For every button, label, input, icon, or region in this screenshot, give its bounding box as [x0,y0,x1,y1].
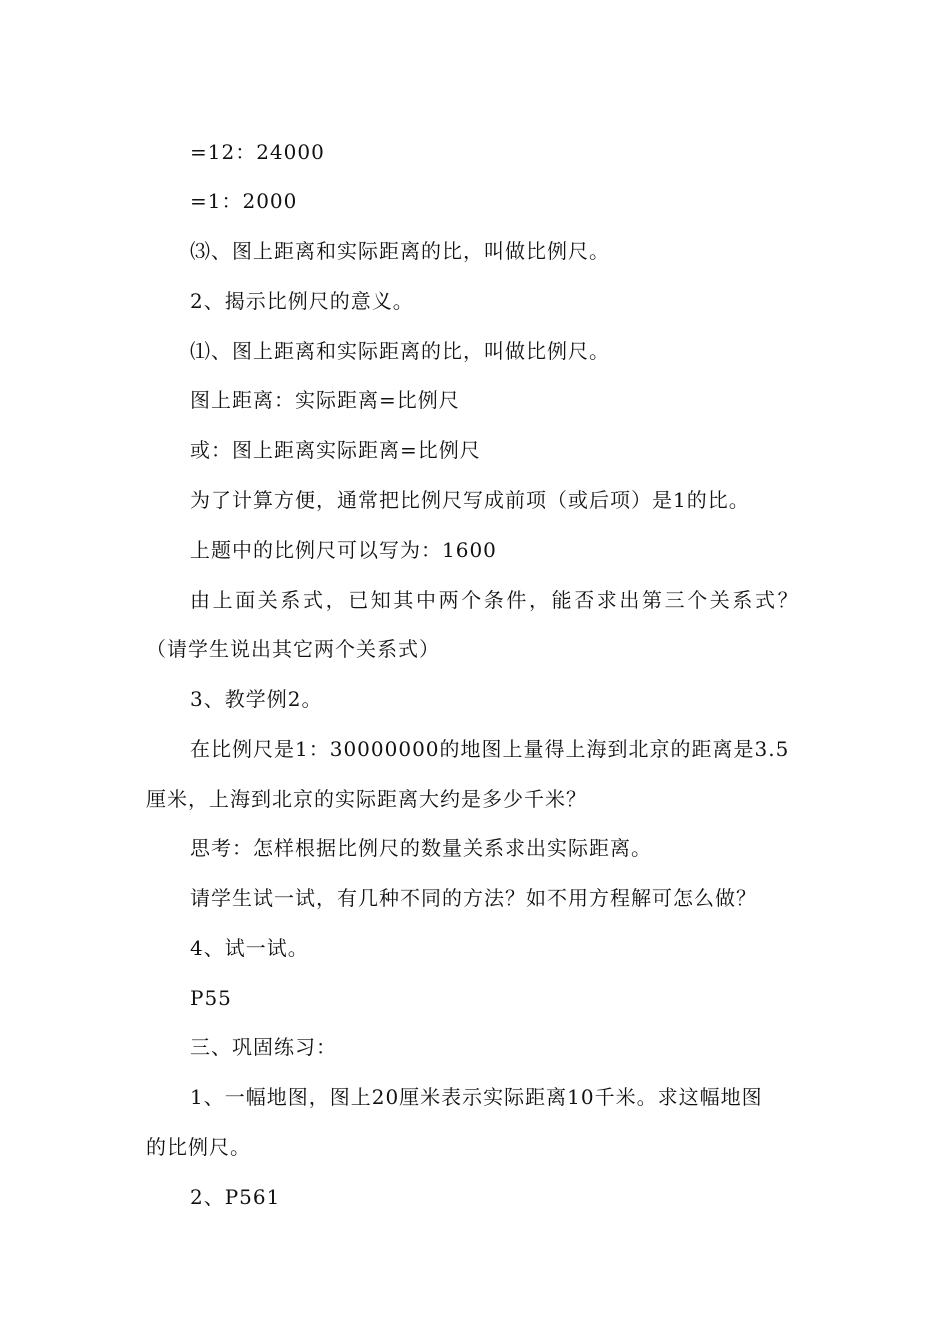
text-line-10: 由上面关系式，已知其中两个条件，能否求出第三个关系式？ [190,588,801,612]
text-line-7: 或：图上距离实际距离=比例尺 [190,438,481,462]
text-line-4: 2、揭示比例尺的意义。 [190,289,414,313]
text-line-12: 3、教学例2。 [190,687,323,711]
text-line-9: 上题中的比例尺可以写为：1600 [190,538,497,562]
text-line-20: 1、一幅地图，图上20厘米表示实际距离10千米。求这幅地图 [190,1085,763,1109]
text-line-18: P55 [190,986,232,1010]
text-line-6: 图上距离：实际距离=比例尺 [190,388,460,412]
text-line-15: 思考：怎样根据比例尺的数量关系求出实际距离。 [190,836,652,860]
text-line-5: ⑴、图上距离和实际距离的比，叫做比例尺。 [190,339,610,363]
text-line-16: 请学生试一试，有几种不同的方法？如不用方程解可怎么做？ [190,886,757,910]
text-line-22: 2、P561 [190,1185,281,1209]
text-line-3: ⑶、图上距离和实际距离的比，叫做比例尺。 [190,239,610,263]
text-line-2: =1：2000 [190,189,298,213]
text-line-17: 4、试一试。 [190,936,309,960]
text-line-19: 三、巩固练习： [190,1035,337,1059]
text-line-13: 在比例尺是1：30000000的地图上量得上海到北京的距离是3.5 [190,737,790,761]
text-line-1: =12：24000 [190,140,325,164]
text-line-14: 厘米，上海到北京的实际距离大约是多少千米？ [146,787,587,811]
text-line-21: 的比例尺。 [146,1135,251,1159]
text-line-11: （请学生说出其它两个关系式） [146,637,440,661]
text-line-8: 为了计算方便，通常把比例尺写成前项（或后项）是1的比。 [190,488,750,512]
